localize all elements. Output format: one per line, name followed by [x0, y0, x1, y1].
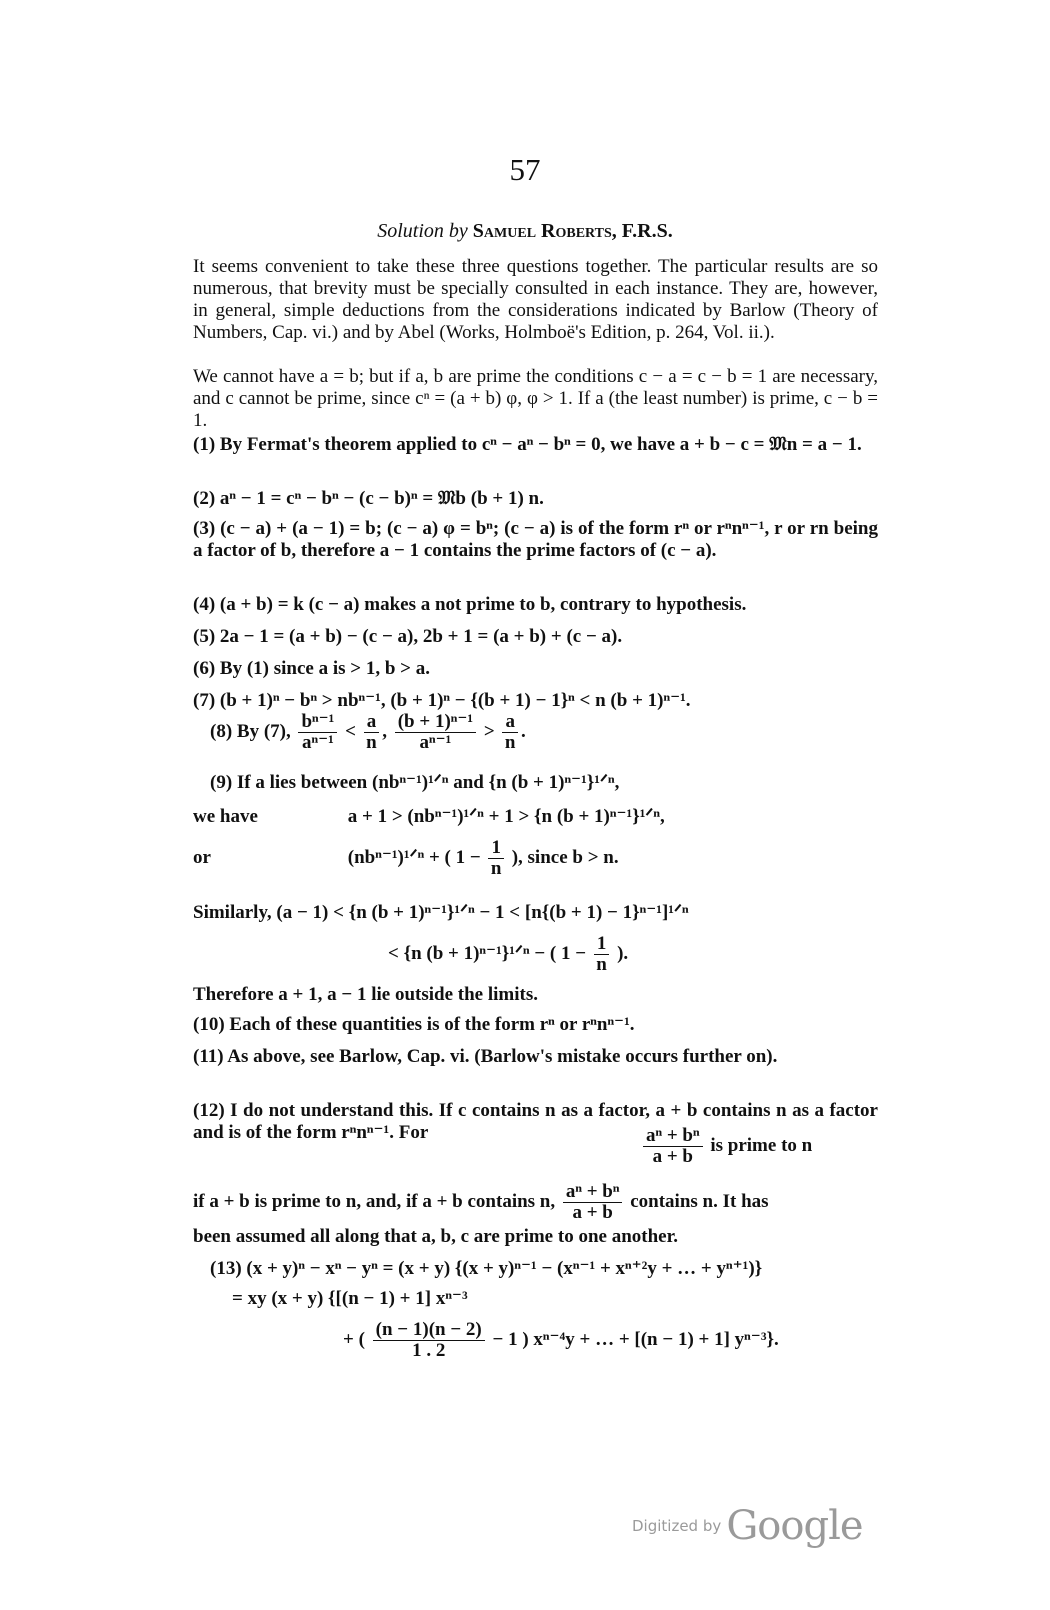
fraction: $\frac{\text{bⁿ⁻¹}}{\text{aⁿ⁻¹}}$	[298, 712, 337, 753]
heading-prefix: Solution by	[377, 220, 468, 242]
item-8: (8) By (7), $\frac{\text{bⁿ⁻¹}}{\text{aⁿ⁻¹}}$ < $\frac{a}{n}$ , $\frac{\text{(b + 1)ⁿ⁻¹}}{\text{aⁿ⁻¹}}$ > $\frac{a}{n}$ .	[210, 711, 526, 753]
item-5: (5) 2a − 1 = (a + b) − (c − a), 2b + 1 = (a + b) + (c − a).	[193, 626, 623, 647]
similarly-line-1: Similarly, (a − 1) < {n (b + 1)ⁿ⁻¹}¹ᐟⁿ − 1 < [n{(b + 1) − 1}ⁿ⁻¹]¹ᐟⁿ	[193, 902, 689, 923]
fraction: $\frac{1}{n}$	[488, 838, 504, 879]
item-1: (1) By Fermat's theorem applied to cⁿ − aⁿ − bⁿ = 0, we have a + b − c = 𝔐n = a − 1.	[193, 434, 862, 455]
paragraph-cannot: We cannot have a = b; but if a, b are prime the conditions c − a = c − b = 1 are necessary, and c cannot be prime, since cⁿ = (a + b) φ, φ > 1. If a (the least number) is prime, c − b = 1.	[193, 366, 878, 431]
google-logo: Google	[726, 1503, 863, 1549]
item-9-we-have	[193, 806, 878, 828]
fraction: $\frac{a}{n}$	[502, 712, 518, 753]
item-12-line-3: been assumed all along that a, b, c are prime to one another.	[193, 1226, 679, 1247]
fraction: $\frac{a}{n}$	[364, 712, 380, 753]
we-have-label: we have	[193, 806, 258, 827]
or-label: or	[193, 846, 211, 868]
therefore-line: Therefore a + 1, a − 1 lie outside the limits.	[193, 984, 538, 1005]
digitized-watermark	[632, 1503, 863, 1549]
item-12-fraction-1: $\frac{\text{aⁿ + bⁿ}}{a + b}$ is prime to n	[640, 1126, 1050, 1167]
fraction: $\frac{1}{n}$	[594, 934, 610, 975]
item-13-line-1: (13) (x + y)ⁿ − xⁿ − yⁿ = (x + y) {(x + y)ⁿ⁻¹ − (xⁿ⁻¹ + xⁿ⁺²y + … + yⁿ⁺¹)}	[210, 1258, 763, 1279]
heading-author: Samuel Roberts, F.R.S.	[472, 220, 673, 242]
item-8-prefix: (8) By (7),	[210, 720, 291, 742]
similarly-line-2: < {n (b + 1)ⁿ⁻¹}¹ᐟⁿ − ( 1 − $\frac{1}{n}$ ).	[388, 933, 629, 975]
item-2: (2) aⁿ − 1 = cⁿ − bⁿ − (c − b)ⁿ = 𝔐b (b + 1) n.	[193, 488, 544, 509]
item-11: (11) As above, see Barlow, Cap. vi. (Barlow's mistake occurs further on).	[193, 1046, 778, 1067]
item-7: (7) (b + 1)ⁿ − bⁿ > nbⁿ⁻¹, (b + 1)ⁿ − {(b + 1) − 1}ⁿ < n (b + 1)ⁿ⁻¹.	[193, 690, 691, 711]
item-12-line-2: if a + b is prime to n, and, if a + b contains n, $\frac{\text{aⁿ + bⁿ}}{a + b}$ contains n. It has	[193, 1181, 769, 1223]
item-9-or: or (nbⁿ⁻¹)¹ᐟⁿ + ( 1 − $\frac{1}{n}$ ), since b > n.	[193, 837, 619, 879]
fraction: $\frac{\text{aⁿ + bⁿ}}{a + b}$	[643, 1126, 703, 1167]
item-12-line-1: (12) I do not understand this. If c contains n as a factor, a + b contains n as a factor and is of the form rⁿnⁿ⁻¹. For	[193, 1100, 878, 1143]
solution-heading	[0, 220, 1050, 243]
item-6: (6) By (1) since a is > 1, b > a.	[193, 658, 430, 679]
item-10: (10) Each of these quantities is of the form rⁿ or rⁿnⁿ⁻¹.	[193, 1014, 635, 1035]
item-4: (4) (a + b) = k (c − a) makes a not prime to b, contrary to hypothesis.	[193, 594, 747, 615]
item-9: (9) If a lies between (nbⁿ⁻¹)¹ᐟⁿ and {n (b + 1)ⁿ⁻¹}¹ᐟⁿ,	[210, 772, 620, 793]
page-number: 57	[509, 152, 541, 187]
fraction: $\frac{\text{(b + 1)ⁿ⁻¹}}{\text{aⁿ⁻¹}}$	[395, 712, 476, 753]
digitized-by-text: Digitized by	[632, 1517, 722, 1535]
fraction: $\frac{(n - 1)(n - 2)}{1 . 2}$	[373, 1320, 485, 1361]
intro-paragraph: It seems convenient to take these three questions together. The particular results are so numerous, that brevity must be specially consulted in each instance. They are, however, in general, simple deductions from the considerations indicated by Barlow (Theory of Numbers, Cap. vi.) and by Abel (Works, Holmboë's Edition, p. 264, Vol. ii.).	[193, 256, 878, 343]
item-3: (3) (c − a) + (a − 1) = b; (c − a) φ = bⁿ; (c − a) is of the form rⁿ or rⁿnⁿ⁻¹, r or rn being a factor of b, therefore a − 1 contains the prime factors of (c − a).	[193, 518, 878, 561]
we-have-expression: a + 1 > (nbⁿ⁻¹)¹ᐟⁿ + 1 > {n (b + 1)ⁿ⁻¹}¹ᐟⁿ,	[347, 806, 665, 827]
item-13-line-3: + ( $\frac{(n - 1)(n - 2)}{1 . 2}$ − 1 ) xⁿ⁻⁴y + … + [(n − 1) + 1] yⁿ⁻³}.	[343, 1319, 779, 1361]
fraction: $\frac{\text{aⁿ + bⁿ}}{a + b}$	[563, 1182, 623, 1223]
item-13-line-2: = xy (x + y) {[(n − 1) + 1] xⁿ⁻³	[232, 1288, 468, 1309]
